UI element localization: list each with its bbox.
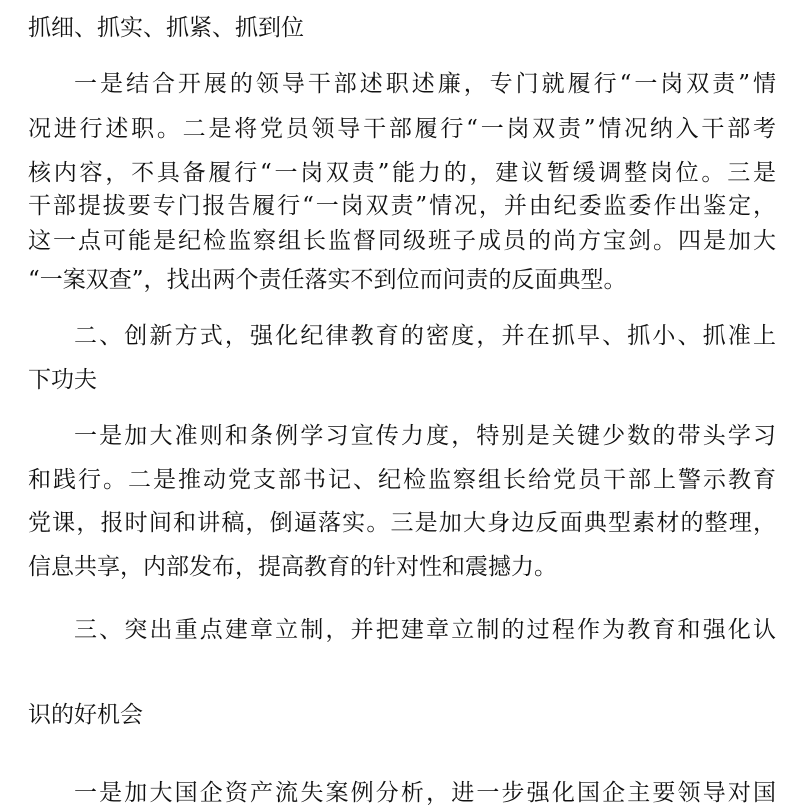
text-line: 一是结合开展的领导干部述职述廉，专门就履行“一岗双责”情 xyxy=(74,71,776,97)
text-line: 信息共享，内部发布，提高教育的针对性和震撼力。 xyxy=(28,554,557,580)
text-line: 一是加大国企资产流失案例分析，进一步强化国企主要领导对国 xyxy=(74,780,776,806)
text-line: 这一点可能是纪检监察组长监督同级班子成员的尚方宝剑。四是加大 xyxy=(28,228,776,254)
text-line: 和践行。二是推动党支部书记、纪检监察组长给党员干部上警示教育 xyxy=(28,467,776,493)
text-line: 抓细、抓实、抓紧、抓到位 xyxy=(28,15,304,41)
text-line: 核内容，不具备履行“一岗双责”能力的，建议暂缓调整岗位。三是 xyxy=(28,160,776,186)
text-line: 党课，报时间和讲稿，倒逼落实。三是加大身边反面典型素材的整理， xyxy=(28,510,776,536)
section-heading: 三、突出重点建章立制，并把建章立制的过程作为教育和强化认 xyxy=(74,617,776,643)
text-line: 干部提拔要专门报告履行“一岗双责”情况，并由纪委监委作出鉴定， xyxy=(28,193,776,219)
text-line: 况进行述职。二是将党员领导干部履行“一岗双责”情况纳入干部考 xyxy=(28,116,776,142)
section-heading: 二、创新方式，强化纪律教育的密度，并在抓早、抓小、抓准上 xyxy=(74,323,776,349)
section-heading: 识的好机会 xyxy=(28,702,143,728)
text-line: 一是加大准则和条例学习宣传力度，特别是关键少数的带头学习 xyxy=(74,423,776,449)
text-line: “一案双查”，找出两个责任落实不到位而问责的反面典型。 xyxy=(28,267,627,293)
section-heading: 下功夫 xyxy=(28,367,97,393)
